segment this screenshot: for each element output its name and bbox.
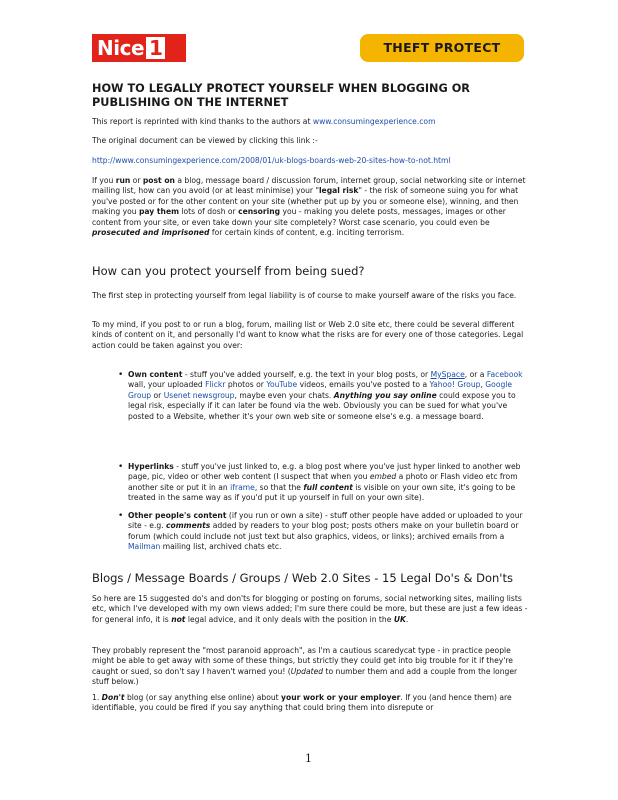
consuming-experience-link[interactable]: www.consumingexperience.com: [312, 117, 436, 126]
page-title: HOW TO LEGALLY PROTECT YOURSELF WHEN BLOGGING OR PUBLISHING ON THE INTERNET: [92, 82, 471, 109]
intro-paragraph: If you run or post on a blog, message board / discussion forum, internet group, social networking site or internet mailing list, how can you avoid (or at least minimise) your "legal risk" - the risk of someone suing you for what you've posted or for the other content on your site (whether put up by you or someone else), winning, and then making you pay them lots of dosh or censoring you - making you delete posts, messages, images or other content from your site, or even take down your site completely? Worst case scenario, you could even be prosecuted and imprisoned for certain kinds of content, e.g. inciting terrorism.: [92, 176, 526, 238]
list-item-own-content: • Own content - stuff you've added yourself, e.g. the text in your blog posts, or MySpace, or a Facebook wall, your uploaded Flickr photos or YouTube videos, emails you've posted to a Yahoo! Group, Google Group or Usenet newsgroup, maybe even your chats. Anything you say online could expose you to legal risk, especially if it can later be found via the web. Obviously you can be sued for what you've posted to a Website, whether it's your own web site or someone else's e.g. a message board.: [118, 370, 523, 421]
to-my-mind-paragraph: To my mind, if you post to or run a blog, forum, mailing list or Web 2.0 site etc, there could be several different kinds of content on it, and personally I'd want to know what the risks are for every one of those categories. Legal action could be taken against you over:: [92, 320, 524, 350]
bullet-icon: •: [118, 511, 124, 521]
myspace-link[interactable]: MySpace: [430, 370, 465, 379]
original-url-paragraph: [92, 156, 528, 166]
nice1-logo: [92, 34, 186, 62]
mailman-link[interactable]: Mailman: [128, 542, 161, 552]
item-1-paragraph: 1. Don't blog (or say anything else online) about your work or your employer. If you (and hence them) are identifiable, you could be fired if you say anything that could bring them into disrepute or: [92, 693, 512, 713]
paranoid-paragraph: They probably represent the "most paranoid approach", as I'm a cautious scaredycat type - in practice people might be able to get away with some of these things, but strictly they could get into big trouble for it if they're caught or sued, so don't say I haven't warned you! (Updated to number them and add a couple from the longer stuff below.): [92, 646, 518, 687]
first-step-paragraph: The first step in protecting yourself from legal liability is of course to make yourself aware of the risks you face.: [92, 291, 517, 300]
bullet-icon: •: [118, 370, 124, 380]
section-heading-blogs: Blogs / Message Boards / Groups / Web 2.0 Sites - 15 Legal Do's & Don'ts: [92, 571, 513, 585]
yahoo-group-link[interactable]: Yahoo! Group: [429, 380, 481, 390]
original-document-link[interactable]: http://www.consumingexperience.com/2008/01/uk-blogs-boards-web-20-sites-how-to-not.html: [92, 156, 451, 165]
reprint-paragraph: This report is reprinted with kind thanks to the authors at www.consumingexperience.com: [92, 117, 436, 126]
google-group-link[interactable]: Google Group: [128, 380, 513, 400]
iframe-link[interactable]: iframe: [230, 482, 255, 492]
flickr-link[interactable]: Flickr: [205, 380, 226, 390]
original-document-paragraph: The original document can be viewed by clicking this link :-: [92, 136, 318, 145]
theft-protect-logo: [360, 34, 524, 62]
nice-logo-number: 1: [146, 37, 165, 59]
section-heading-sued: How can you protect yourself from being sued?: [92, 264, 365, 278]
facebook-link[interactable]: Facebook: [486, 370, 523, 379]
bullet-icon: •: [118, 462, 124, 472]
list-item-other-content: • Other people's content (if you run or own a site) - stuff other people have added or uploaded to your site - e.g. comments added by readers to your blog post; posts others make on your bulletin board or forum (which could include not just text but also graphics, videos, or links); archived emails from a Mailman mailing list, archived chats etc.: [118, 511, 523, 552]
youtube-link[interactable]: YouTube: [266, 380, 298, 390]
theft-logo-text: THEFT PROTECT: [383, 40, 501, 55]
list-item-hyperlinks: • Hyperlinks - stuff you've just linked to, e.g. a blog post where you've just hyper linked to another web page, pic, video or other web content (I suspect that when you embed a photo or Flash video etc from another site or put it in an iframe, so that the full content is visible on your own site, it's going to be treated in the same way as if you'd put it up yourself in full on your own site).: [118, 462, 521, 503]
page-number: 1: [305, 752, 312, 765]
so-here-paragraph: So here are 15 suggested do's and don'ts for blogging or posting on forums, social networking sites, mailing lists etc, which I've developed with my own views added; I'm sure there could be more, but these are just a few ideas - for general info, it is not legal advice, and it only deals with the position in the UK.: [92, 594, 528, 624]
usenet-link[interactable]: Usenet newsgroup: [163, 390, 235, 400]
nice-logo-text: Nice: [97, 36, 145, 60]
